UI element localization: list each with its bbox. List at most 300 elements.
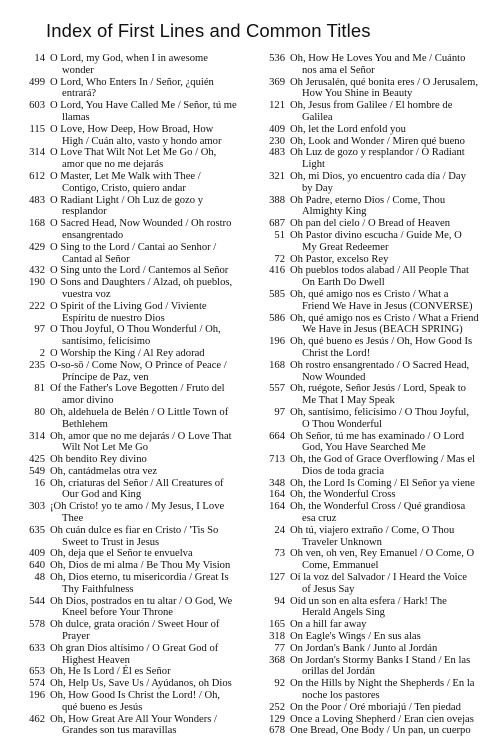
index-entry [14, 100, 246, 124]
index-entry [14, 501, 246, 525]
entry-continuation-line: Dios de toda gracia [302, 465, 385, 477]
hymn-number: 536 [269, 53, 285, 64]
index-entry [254, 631, 476, 643]
index-entry [254, 254, 476, 266]
entry-line: Oh, Help Us, Save Us / Ayúdanos, oh Dios [50, 678, 232, 690]
entry-continuation-line: by Day [302, 182, 333, 194]
index-entry [14, 690, 246, 714]
entry-title [290, 265, 476, 289]
entry-continuation-line: How You Shine in Beauty [302, 88, 413, 100]
entry-line: O Thou Joyful, O Thou Wonderful / Oh, [50, 324, 221, 336]
entry-continuation-line: vuestra voz [62, 288, 111, 300]
entry-line: On a hill far away [290, 619, 367, 631]
entry-line: O Sing unto the Lord / Cantemos al Señor [50, 265, 229, 277]
entry-line: O Master, Let Me Walk with Thee / [50, 170, 201, 182]
hymn-number: 94 [274, 595, 285, 607]
entry-line: Oh, aldehuela de Belén / O Little Town of [50, 406, 229, 418]
entry-line: On the Hills by Night the Shepherds / En la [290, 678, 475, 690]
hymn-number: 499 [29, 76, 45, 88]
hymn-number: 168 [269, 359, 285, 371]
entry-title [50, 301, 246, 325]
index-entry [14, 454, 246, 466]
hymn-number: 549 [29, 465, 45, 477]
hymn-number: 603 [29, 100, 45, 112]
hymn-number: 612 [29, 170, 45, 182]
entry-line: Oh, the Wonderful Cross [290, 489, 396, 501]
entry-title [290, 714, 476, 726]
hymn-number: 16 [34, 477, 45, 489]
entry-title [50, 53, 246, 77]
entry-continuation-line: resplandor [62, 206, 107, 218]
hymn-number: 252 [269, 701, 285, 713]
entry-continuation-line: qué bueno es Jesús [62, 701, 143, 713]
entry-title [290, 254, 476, 266]
entry-title [290, 124, 476, 136]
hymn-number: 164 [269, 501, 285, 513]
entry-title [290, 218, 476, 230]
entry-continuation-line: Galilea [302, 111, 333, 123]
entry-title [290, 195, 476, 219]
entry-title [290, 53, 476, 77]
entry-line: Oh Padre, eterno Dios / Come, Thou [290, 194, 446, 206]
index-entry [14, 572, 246, 596]
hymn-number: 48 [34, 572, 45, 584]
hymn-number: 196 [29, 690, 45, 702]
entry-line: Oh, mi Dios, yo encuentro cada día / Day [290, 170, 466, 182]
hymn-number: 664 [269, 430, 285, 442]
index-entry [14, 525, 246, 549]
entry-title [290, 407, 476, 431]
index-entry [254, 312, 479, 337]
entry-title [50, 124, 246, 148]
entry-continuation-line: Grandes son tus maravillas [62, 725, 177, 737]
entry-title [50, 478, 246, 502]
hymn-number: 81 [34, 383, 45, 395]
entry-line: On Eagle's Wings / En sus alas [290, 631, 421, 643]
entry-title [290, 454, 476, 478]
index-entry [254, 383, 476, 407]
entry-line: Oh bendito Rey divino [50, 454, 147, 466]
entry-line: Oh, How He Loves You and Me / Cuánto [290, 53, 466, 64]
entry-title [290, 725, 476, 737]
index-entry [14, 195, 246, 219]
entry-title [290, 572, 476, 596]
hymn-number: 129 [269, 713, 285, 725]
entry-line: Oh, let the Lord enfold you [290, 123, 406, 135]
index-entry [14, 277, 246, 301]
index-entry [254, 678, 476, 702]
entry-line: O Worship the King / Al Rey adorad [50, 347, 205, 359]
entry-title [290, 596, 476, 620]
entry-line: Oh, How Great Are All Your Wonders / [50, 713, 217, 725]
entry-continuation-line: Contigo, Cristo, quiero andar [62, 182, 186, 194]
entry-line: On Jordan's Bank / Junto al Jordán [290, 642, 438, 654]
hymn-number: 190 [29, 277, 45, 289]
index-entry [254, 478, 476, 490]
index-entry [254, 525, 476, 549]
entry-continuation-line: Christ the Lord! [302, 347, 371, 359]
index-entry [14, 171, 246, 195]
hymn-number: 557 [269, 383, 285, 395]
index-entry [254, 489, 476, 501]
entry-continuation-line: Traveler Unknown [302, 536, 382, 548]
hymn-number: 368 [269, 654, 285, 666]
entry-continuation-line: nos ama el Señor [302, 64, 375, 76]
entry-title [290, 383, 476, 407]
entry-title [50, 678, 246, 690]
hymn-number: 51 [274, 229, 285, 241]
entry-title [290, 501, 476, 525]
index-entry [254, 655, 476, 679]
entry-title [50, 572, 246, 596]
hymn-number: 164 [269, 489, 285, 501]
entry-title [290, 171, 476, 195]
entry-title [50, 619, 246, 643]
entry-line: On Jordan's Stormy Banks I Stand / En las [290, 654, 471, 666]
entry-title [50, 407, 246, 431]
entry-continuation-line: Sweet to Trust in Jesus [62, 536, 160, 548]
entry-line: One Bread, One Body / Un pan, un cuerpo [290, 725, 471, 737]
entry-line: O Love, How Deep, How Broad, How [50, 123, 214, 135]
entry-line: Oh Señor, tú me has examinado / O Lord [290, 430, 465, 442]
index-entry [14, 242, 246, 266]
index-entry [14, 548, 246, 560]
entry-continuation-line: Thee [62, 513, 84, 525]
entry-line: Oh Dios, postrados en tu altar / O God, We [50, 595, 233, 607]
entry-continuation-line: Light [302, 159, 325, 171]
entry-line: O Lord, my God, when I in awesome [50, 53, 208, 64]
entry-continuation-line: Friend We Have in Jesus (CONVERSE) [302, 300, 473, 312]
index-entry [254, 714, 476, 726]
index-entry [254, 124, 476, 136]
entry-continuation-line: amor que no me dejarás [62, 159, 164, 171]
entry-continuation-line: noche los pastores [302, 690, 380, 702]
entry-title [290, 643, 476, 655]
entry-title [290, 548, 476, 572]
entry-line: Oh dulce, grata oración / Sweet Hour of [50, 619, 220, 631]
entry-line: Oh Jerusalén, qué bonita eres / O Jerusalem, [290, 76, 478, 88]
entry-line: O Sacred Head, Now Wounded / Oh rostro [50, 218, 232, 230]
index-entry [254, 360, 476, 384]
entry-continuation-line: ensangrentado [62, 229, 124, 241]
index-entry [254, 548, 476, 572]
entry-line: Oh ven, oh ven, Rey Emanuel / O Come, O [290, 548, 475, 560]
entry-line: Oh, the Wonderful Cross / Qué grandiosa [290, 501, 466, 513]
hymn-number: 2 [39, 347, 45, 359]
entry-title [50, 690, 246, 714]
index-entry [14, 466, 246, 478]
index-entry [254, 265, 476, 289]
entry-line: O Love That Wilt Not Let Me Go / Oh, [50, 147, 217, 159]
index-entry [254, 195, 476, 219]
index-entry [14, 478, 246, 502]
entry-title [50, 454, 246, 466]
hymn-number: 369 [269, 76, 285, 88]
index-entry [254, 230, 476, 254]
entry-title [290, 525, 476, 549]
entry-continuation-line: Come, Emmanuel [302, 560, 379, 572]
index-entry [14, 666, 246, 678]
entry-title [50, 466, 246, 478]
entry-title [290, 230, 476, 254]
entry-continuation-line: On Earth Do Dwell [302, 277, 385, 289]
hymn-number: 168 [29, 218, 45, 230]
hymn-number: 483 [29, 194, 45, 206]
entry-continuation-line: entrará? [62, 88, 97, 100]
index-entry [14, 265, 246, 277]
hymn-number: 121 [269, 100, 285, 112]
entry-title [290, 313, 479, 337]
entry-continuation-line: Bethlehem [62, 418, 108, 430]
entry-title [290, 678, 476, 702]
entry-continuation-line: Highest Heaven [62, 654, 130, 666]
entry-continuation-line: O Thou Wonderful [302, 418, 382, 430]
hymn-number: 318 [269, 631, 285, 643]
index-entry [254, 572, 476, 596]
entry-continuation-line: Thy Faithfulness [62, 583, 134, 595]
hymn-number: 653 [29, 666, 45, 678]
entry-line: Oh, Jesus from Galilee / El hombre de [290, 100, 453, 112]
entry-continuation-line: orillas del Jordán [302, 666, 375, 678]
index-entry [14, 77, 246, 101]
index-entry [14, 643, 246, 667]
entry-continuation-line: esa cruz [302, 513, 337, 525]
hymn-number: 635 [29, 524, 45, 536]
entry-title [290, 336, 476, 360]
entry-title [50, 171, 246, 195]
index-entry [14, 53, 246, 77]
hymn-number: 687 [269, 218, 285, 230]
entry-line: Oh, qué amigo nos es Cristo / What a [290, 288, 449, 300]
entry-title [50, 218, 246, 242]
index-entry [14, 431, 246, 455]
entry-title [50, 324, 246, 348]
index-entry [14, 360, 246, 384]
index-entry [254, 53, 476, 77]
entry-line: Oh Luz de gozo y resplandor / O Radiant [290, 147, 465, 159]
entry-title [290, 147, 476, 171]
hymn-number: 713 [269, 454, 285, 466]
entry-line: Oh, qué bueno es Jesús / Oh, How Good Is [290, 336, 473, 348]
entry-line: O Radiant Light / Oh Luz de gozo y [50, 194, 203, 206]
entry-line: O Lord, Who Enters In / Señor, ¿quién [50, 76, 214, 88]
hymn-number: 115 [29, 123, 45, 135]
hymn-number: 92 [274, 678, 285, 690]
hymn-number: 314 [29, 430, 45, 442]
hymn-number: 73 [274, 548, 285, 560]
hymn-number: 640 [29, 560, 45, 572]
entry-title [50, 643, 246, 667]
entry-continuation-line: My Great Redeemer [302, 241, 389, 253]
entry-continuation-line: wonder [62, 64, 94, 76]
entry-title [290, 619, 476, 631]
entry-continuation-line: Herald Angels Sing [302, 607, 385, 619]
entry-title [50, 77, 246, 101]
entry-line: Of the Father's Love Begotten / Fruto del [50, 383, 225, 395]
index-entry [254, 336, 476, 360]
hymn-number: 409 [269, 123, 285, 135]
entry-line: Oh cuán dulce es fiar en Cristo / 'Tis So [50, 524, 219, 536]
entry-line: Oh gran Dios altísimo / O Great God of [50, 642, 219, 654]
hymn-number: 165 [269, 619, 285, 631]
entry-line: O Spirit of the Living God / Viviente [50, 300, 207, 312]
index-entry [254, 643, 476, 655]
entry-title [50, 360, 246, 384]
entry-continuation-line: amor divino [62, 395, 114, 407]
hymn-number: 416 [269, 265, 285, 277]
entry-line: ¡Oh Cristo! yo te amo / My Jesus, I Love [50, 501, 225, 513]
entry-title [50, 596, 246, 620]
entry-title [50, 277, 246, 301]
index-entry [254, 619, 476, 631]
entry-continuation-line: Prayer [62, 631, 90, 643]
entry-title [50, 265, 246, 277]
left-column [14, 53, 246, 737]
hymn-number: 321 [269, 170, 285, 182]
hymn-number: 314 [29, 147, 45, 159]
index-entry [254, 77, 476, 101]
entry-title [290, 431, 476, 455]
entry-title [50, 560, 246, 572]
hymn-number: 72 [274, 253, 285, 265]
index-entry [14, 596, 246, 620]
entry-title [290, 100, 476, 124]
entry-title [290, 77, 478, 101]
entry-title [290, 631, 476, 643]
entry-line: O Lord, You Have Called Me / Señor, tú me [50, 100, 237, 112]
page-title: Index of First Lines and Common Titles [46, 20, 371, 41]
entry-continuation-line: High / Cuán alto, vasto y hondo amor [62, 135, 222, 147]
hymn-number: 678 [269, 725, 285, 737]
entry-title [50, 525, 246, 549]
entry-line: Oh, ruégote, Señor Jesús / Lord, Speak to [290, 383, 466, 395]
entry-line: Oh, He Is Lord / Él es Señor [50, 666, 171, 678]
hymn-number: 432 [29, 265, 45, 277]
hymn-number: 429 [29, 241, 45, 253]
index-entry [254, 431, 476, 455]
entry-line: Oh, the Lord Is Coming / El Señor ya viene [290, 477, 475, 489]
entry-continuation-line: Espíritu de nuestro Dios [62, 312, 165, 324]
entry-continuation-line: santísimo, felicísimo [62, 336, 151, 348]
entry-line: Oh, criaturas del Señor / All Creatures of [50, 477, 224, 489]
entry-title [290, 489, 476, 501]
index-entry [254, 289, 476, 313]
entry-continuation-line: Cantad al Señor [62, 253, 130, 265]
entry-line: Oh, Look and Wonder / Miren qué bueno [290, 135, 465, 147]
entry-title [290, 655, 476, 679]
entry-title [50, 501, 246, 525]
entry-title [50, 195, 246, 219]
hymn-number: 97 [34, 324, 45, 336]
hymn-number: 24 [274, 524, 285, 536]
entry-continuation-line: Wilt Not Let Me Go [62, 442, 149, 454]
hymn-number: 14 [34, 53, 45, 64]
index-entry [14, 301, 246, 325]
entry-line: Oh, deja que el Señor te envuelva [50, 548, 193, 560]
hymn-number: 80 [34, 406, 45, 418]
entry-continuation-line: God, You Have Searched Me [302, 442, 426, 454]
entry-line: Oíd un son en alta esfera / Hark! The [290, 595, 447, 607]
entry-continuation-line: Kneel before Your Throne [62, 607, 174, 619]
index-entry [254, 136, 476, 148]
index-entry [14, 407, 246, 431]
right-column [254, 53, 479, 737]
entry-line: O-so-sō / Come Now, O Prince of Peace / [50, 359, 227, 371]
hymn-number: 578 [29, 619, 45, 631]
index-entry [14, 218, 246, 242]
hymn-number: 544 [29, 595, 45, 607]
entry-continuation-line: Now Wounded [302, 371, 366, 383]
hymn-number: 425 [29, 454, 45, 466]
index-entry [14, 124, 246, 148]
entry-title [50, 431, 246, 455]
hymn-number: 388 [269, 194, 285, 206]
index-entry [254, 100, 476, 124]
hymn-number: 409 [29, 548, 45, 560]
entry-title [50, 714, 246, 737]
entry-line: Oh pueblos todos alabad / All People That [290, 265, 469, 277]
hymn-number: 77 [274, 642, 285, 654]
entry-line: Oh Pastor divino escucha / Guide Me, O [290, 229, 462, 241]
hymn-number: 585 [269, 288, 285, 300]
entry-continuation-line: Almighty King [302, 206, 367, 218]
entry-line: Oh, How Good Is Christ the Lord! / Oh, [50, 690, 221, 702]
index-entry [14, 714, 246, 737]
index-entry [254, 218, 476, 230]
entry-title [50, 383, 246, 407]
entry-title [290, 360, 476, 384]
entry-line: O Sing to the Lord / Cantai ao Senhor / [50, 241, 217, 253]
entry-title [290, 136, 476, 148]
hymn-number: 574 [29, 678, 45, 690]
entry-title [50, 348, 246, 360]
entry-title [50, 100, 246, 124]
entry-line: Oh, santísimo, felicísimo / O Thou Joyful, [290, 406, 470, 418]
entry-title [50, 242, 246, 266]
index-entry [14, 383, 246, 407]
index-entry [14, 619, 246, 643]
entry-line: Oh, Dios eterno, tu misericordia / Great Is [50, 572, 229, 584]
entry-continuation-line: Príncipe de Paz, ven [62, 371, 149, 383]
hymn-number: 303 [29, 501, 45, 513]
entry-line: Oh, cantádmelas otra vez [50, 465, 158, 477]
entry-line: Oh, the God of Grace Overflowing / Mas el [290, 454, 476, 466]
entry-continuation-line: We Have in Jesus (BEACH SPRING) [302, 324, 463, 336]
entry-title [290, 478, 476, 490]
entry-continuation-line: of Jesus Say [302, 583, 355, 595]
index-entry [14, 147, 246, 171]
hymn-number: 633 [29, 642, 45, 654]
entry-title [50, 548, 246, 560]
index-entry [254, 501, 476, 525]
entry-title [50, 666, 246, 678]
entry-line: Oh pan del cielo / O Bread of Heaven [290, 218, 451, 230]
entry-line: O Sons and Daughters / Alzad, oh pueblos, [50, 277, 233, 289]
index-entry [254, 725, 476, 737]
hymn-number: 230 [269, 135, 285, 147]
entry-continuation-line: llamas [62, 111, 90, 123]
entry-line: Oh rostro ensangrentado / O Sacred Head, [290, 359, 470, 371]
entry-line: Oh, Dios de mi alma / Be Thou My Vision [50, 560, 231, 572]
entry-continuation-line: Me That I May Speak [302, 395, 395, 407]
entry-title [290, 289, 476, 313]
hymn-number: 235 [29, 359, 45, 371]
entry-line: Oh, qué amigo nos es Cristo / What a Friend [290, 312, 479, 324]
entry-line: Oh Pastor, excelso Rey [290, 253, 389, 265]
entry-line: Oí la voz del Salvador / I Heard the Voice [290, 572, 467, 584]
index-entry [254, 454, 476, 478]
entry-line: Oh tú, viajero extraño / Come, O Thou [290, 524, 455, 536]
